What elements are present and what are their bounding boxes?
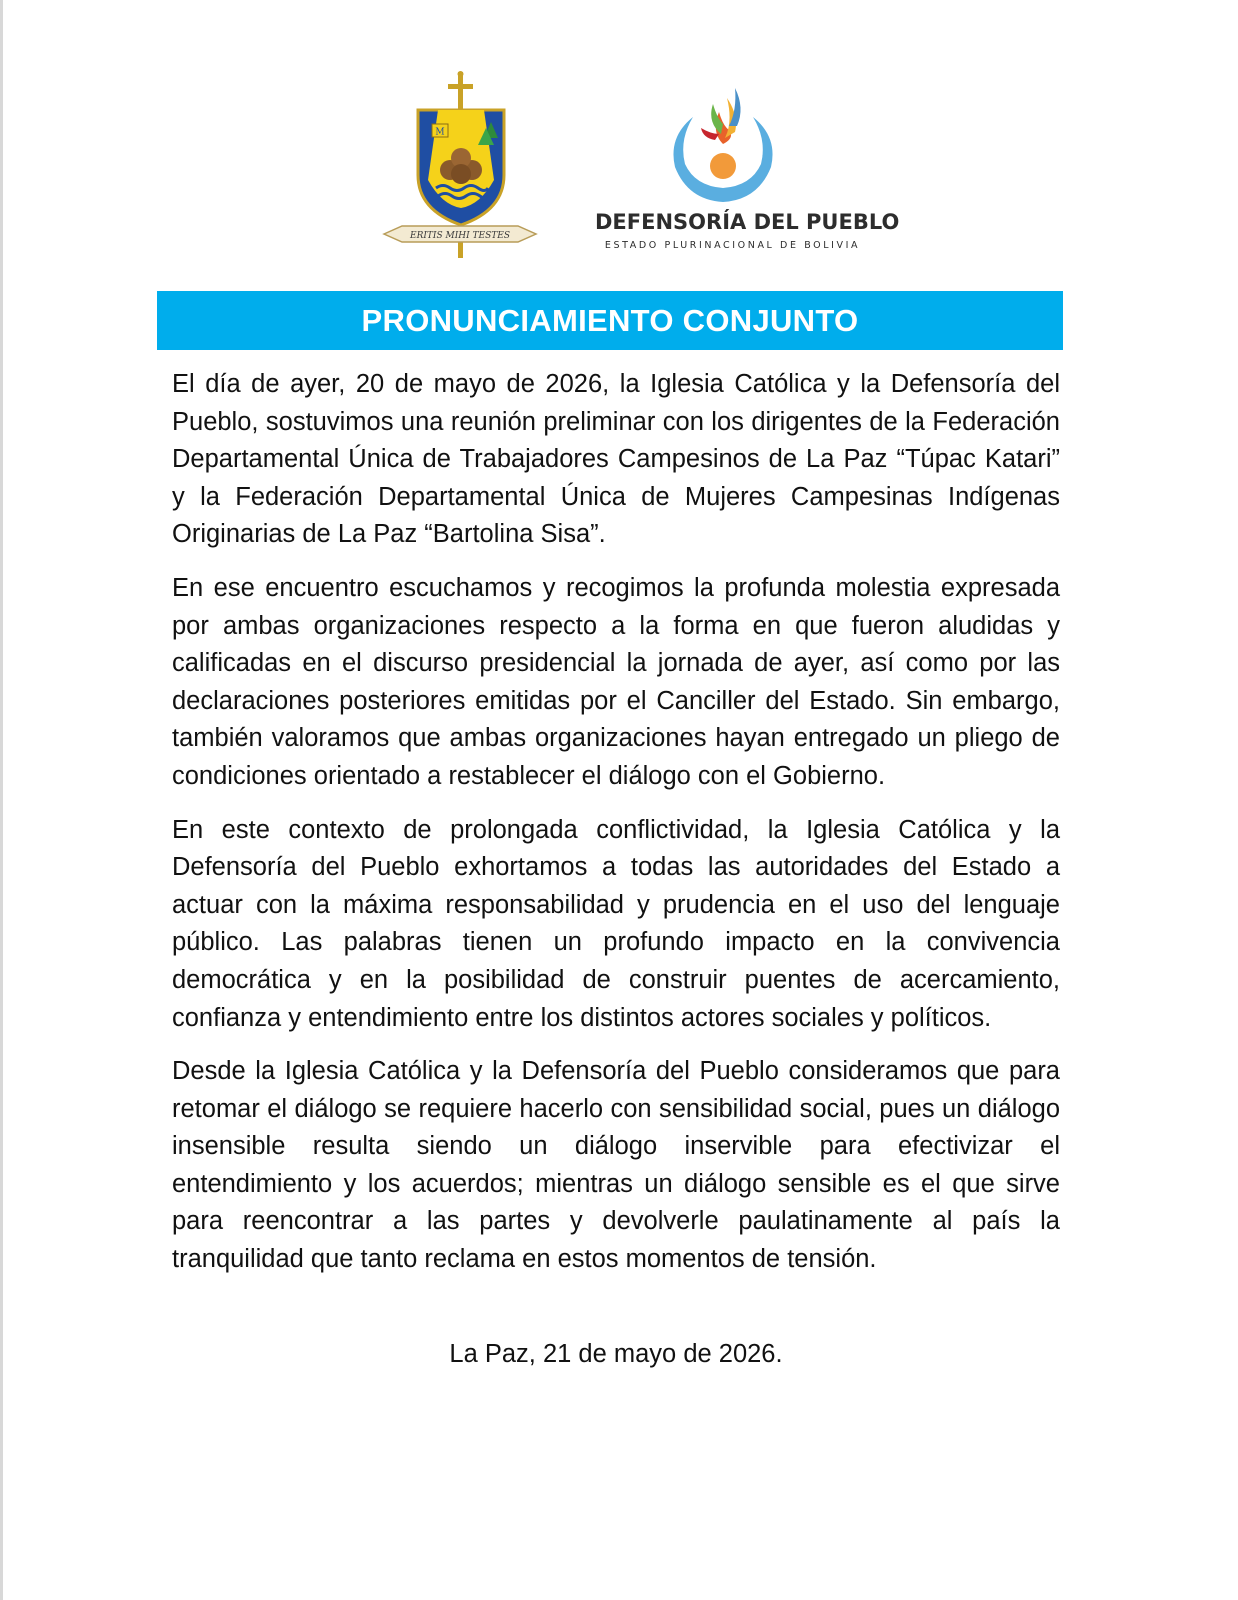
paragraph-3: En este contexto de prolongada conflictividad, la Iglesia Católica y la Defensoría del Pueblo exhortamos a todas las autoridades del Estado a actuar con la máxima responsabilidad y prudencia en el uso del lenguaje público. Las palabras tienen un profundo impacto en la convivencia democrática y en la posibilidad de construir puentes de acercamiento, confianza y entendimiento entre los distintos actores sociales y políticos. <box>172 815 1060 1032</box>
statement-body <box>172 366 1060 1295</box>
page-edge <box>0 0 3 1600</box>
defensoria-name: DEFENSORÍA DEL PUEBLO <box>595 210 900 234</box>
dateline: La Paz, 21 de mayo de 2026. <box>449 1340 783 1368</box>
coat-of-arms-icon <box>380 70 540 266</box>
paragraph-2: En ese encuentro escuchamos y recogimos la profunda molestia expresada por ambas organizaciones respecto a la forma en que fueron aludidas y calificadas en el discurso presidencial la jornada de ayer, así como por las declaraciones posteriores emitidas por el Canciller del Estado. Sin embargo, también valoramos que ambas organizaciones hayan entregado un pliego de condiciones orientado a restablecer el diálogo con el Gobierno. <box>172 573 1060 790</box>
header-logos <box>370 70 900 270</box>
defensoria-subtitle: ESTADO PLURINACIONAL DE BOLIVIA <box>604 240 861 251</box>
document-title: PRONUNCIAMIENTO CONJUNTO <box>361 302 859 338</box>
defensoria-hands-flame-icon <box>663 82 783 207</box>
coat-of-arms-motto: ERITIS MIHI TESTES <box>410 231 510 241</box>
shield-letter: M <box>435 127 445 138</box>
paragraph-4: Desde la Iglesia Católica y la Defensoría del Pueblo consideramos que para retomar el diálogo se requiere hacerlo con sensibilidad social, pues un diálogo insensible resulta siendo un diálogo inservible para efectivizar el entendimiento y los acuerdos; mientras un diálogo sensible es el que sirve para reencontrar a las partes y devolverle paulatinamente al país la tranquilidad que tanto reclama en estos momentos de tensión. <box>172 1057 1060 1274</box>
title-banner <box>157 291 1063 350</box>
defensoria-logo <box>595 82 900 257</box>
paragraph-1: El día de ayer, 20 de mayo de 2026, la Iglesia Católica y la Defensoría del Pueblo, sostuvimos una reunión preliminar con los dirigentes de la Federación Departamental Única de Trabajadores Campesinos de La Paz “Túpac Katari” y la Federación Departamental Única de Mujeres Campesinas Indígenas Originarias de La Paz “Bartolina Sisa”. <box>172 370 1060 549</box>
